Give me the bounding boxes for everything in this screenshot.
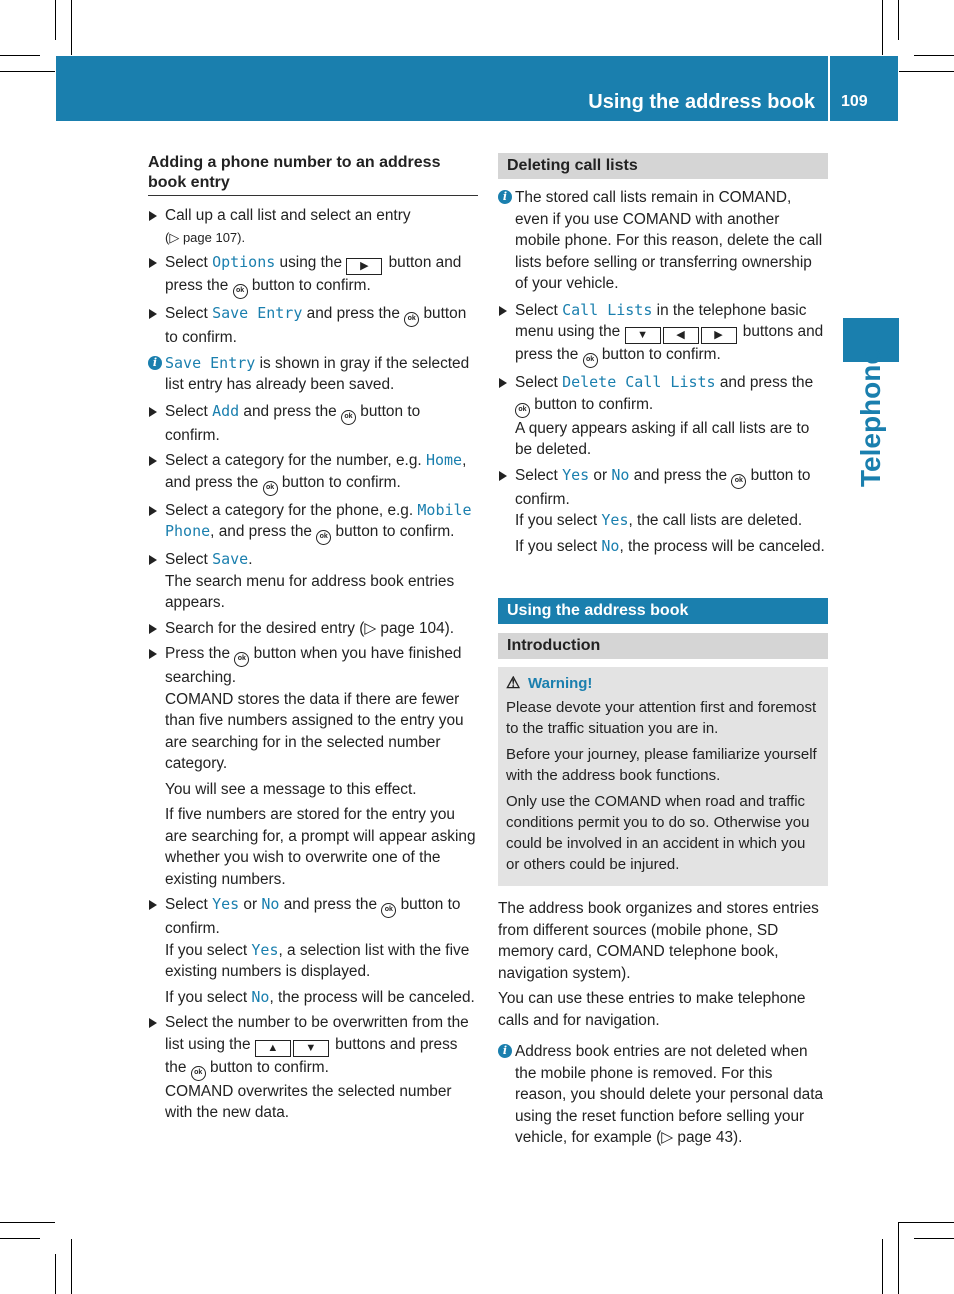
menu-item-save-entry: Save Entry [212,304,303,322]
step-6: Select a category for the phone, e.g. Mobile Phone, and press the ok button to confirm. [148,500,478,546]
crop-mark [55,1254,56,1294]
section-bar-deleting-call-lists: Deleting call lists [498,153,828,179]
menu-item-add: Add [212,401,240,420]
crop-mark [0,71,55,72]
info-note: i Address book entries are not deleted when the mobile phone is removed. For this reason, you should delete your personal data using the reset function before selling your vehicle, for example (▷ page 43). [498,1041,828,1149]
right-arrow-button-icon: ▶ [701,327,737,344]
crop-mark [0,55,40,56]
warning-paragraph: Please devote your attention first and foremost to the traffic situation you are in. [506,699,817,737]
step-9: Press the ok button when you have finished searching. COMAND stores the data if there are fewer than five numbers assigned to the entry you are searching for in the selected number category. [148,643,478,775]
page-reference: (▷ page 107). [165,229,246,245]
body-paragraph: You can use these entries to make telephone calls and for navigation. [498,990,806,1029]
step-call-lists: Select Call Lists in the telephone basic menu using the ▼ ◀ ▶ buttons and press the ok button to confirm. [498,300,828,369]
warning-box [498,667,828,886]
menu-item-delete-call-lists: Delete Call Lists [562,373,716,391]
step-8: Search for the desired entry (▷ page 104). [148,618,478,640]
warning-title: Warning! [528,675,593,692]
ok-button-icon: ok [191,1066,206,1081]
menu-item-mobile-phone: Mobile Phone [165,500,472,540]
info-icon: i [148,356,162,370]
info-icon: i [498,190,512,204]
crop-mark [0,1222,55,1223]
crop-mark [882,0,883,55]
ok-button-icon: ok [341,410,356,425]
ok-button-icon: ok [234,652,249,667]
info-note: i The stored call lists remain in COMAND, even if you use COMAND with another mobile phone. For this reason, delete the call lists before selling or transferring ownership of your vehicle. [498,187,828,295]
up-arrow-button-icon: ▲ [255,1040,291,1057]
warning-paragraph: Before your journey, please familiarize yourself with the address book functions. [506,746,817,784]
step-7: Select Save. The search menu for address book entries appears. [148,549,478,614]
body-paragraph: The address book organizes and stores entries from different sources (mobile phone, SD memory card, COMAND telephone book, navigation system). [498,900,819,982]
step-confirm-delete: Select Yes or No and press the ok button to confirm. If you select Yes, the call lists are deleted. [498,465,828,532]
step-10: Select Yes or No and press the ok button to confirm. If you select Yes, a selection list with the five existing numbers is displayed. [148,894,478,983]
warning-triangle-icon: ⚠ [506,675,521,692]
step-delete-call-lists: Select Delete Call Lists and press the ok button to confirm. A query appears asking if all call lists are to be deleted. [498,372,828,461]
ok-button-icon: ok [233,284,248,299]
crop-mark [882,1239,883,1294]
info-note: i Save Entry is shown in gray if the selected list entry has already been saved. [148,353,478,396]
crop-mark [0,1238,40,1239]
warning-paragraph: Only use the COMAND when road and traffic conditions permit you to do so. Otherwise you could be involved in an accident in which you or others could be injured. [506,793,810,873]
step-2: Select Options using the ▶ button and press the ok button to confirm. [148,252,478,299]
down-arrow-button-icon: ▼ [625,327,661,344]
left-column [148,153,478,1128]
ok-button-icon: ok [381,903,396,918]
ok-button-icon: ok [316,530,331,545]
step-11: Select the number to be overwritten from the list using the ▲ ▼ buttons and press the ok button to confirm. COMAND overwrites the selected number with the new data. [148,1012,478,1124]
crop-mark [898,0,899,40]
section-bar-using-address-book: Using the address book [498,598,828,624]
menu-item-home: Home [425,451,463,469]
step-3: Select Save Entry and press the ok button to confirm. [148,303,478,349]
left-arrow-button-icon: ◀ [663,327,699,344]
step-10-result: If you select No, the process will be canceled. [165,987,475,1006]
step-9-result: If five numbers are stored for the entry you are searching for, a prompt will appear asking whether you wish to overwrite one of the existing numbers. [165,806,476,888]
crop-mark [914,1238,954,1239]
menu-item-call-lists: Call Lists [562,300,653,319]
section-heading: Adding a phone number to an address book entry [148,153,478,196]
step-5: Select a category for the number, e.g. Home, and press the ok button to confirm. [148,450,478,496]
page-header [56,56,898,121]
ok-button-icon: ok [731,474,746,489]
ok-button-icon: ok [404,312,419,327]
crop-mark [55,0,56,40]
ok-button-icon: ok [263,481,278,496]
right-column [498,153,828,1154]
ok-button-icon: ok [583,353,598,368]
step-9-result: You will see a message to this effect. [165,780,417,798]
crop-mark [914,55,954,56]
section-bar-introduction: Introduction [498,633,828,659]
down-arrow-button-icon: ▼ [293,1040,329,1057]
step-confirm-result: If you select No, the process will be canceled. [515,536,825,555]
right-arrow-button-icon: ▶ [346,258,382,275]
step-1: Call up a call list and select an entry (▷ page 107). [148,205,478,248]
ok-button-icon: ok [515,403,530,418]
page-title: Using the address book [588,91,815,113]
menu-item-save: Save [212,550,249,568]
info-icon: i [498,1044,512,1058]
crop-mark [899,71,954,72]
step-4: Select Add and press the ok button to confirm. [148,401,478,447]
crop-mark [71,0,72,55]
crop-mark [898,1222,899,1294]
crop-mark [71,1239,72,1294]
crop-mark [899,1222,954,1223]
header-divider [828,56,830,121]
page-number: 109 [841,93,868,110]
menu-item-options: Options [212,253,276,271]
